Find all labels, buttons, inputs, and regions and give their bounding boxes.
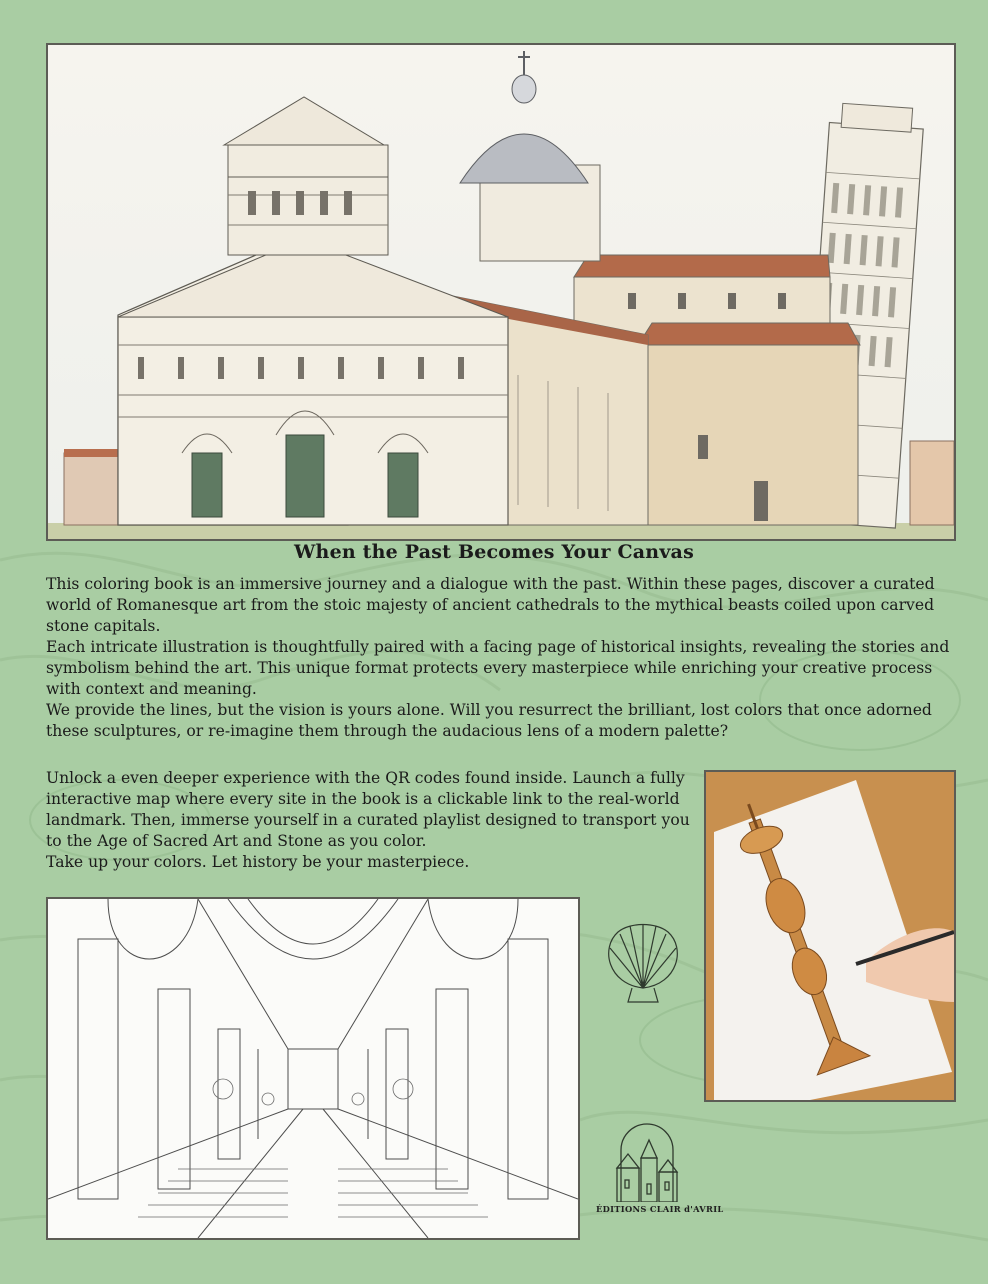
intro-text	[46, 574, 958, 742]
closing-paragraph: Take up your colors. Let history be your masterpiece.	[46, 853, 470, 871]
drawing-hand-photo	[704, 770, 956, 1102]
qr-text	[46, 768, 702, 873]
publisher-name: ÉDITIONS CLAIR d'AVRIL	[596, 1204, 724, 1214]
qr-paragraph: Unlock a even deeper experience with the QR codes found inside. Launch a fully interactive map where every site in the book is a clickable link to the real-world landmark. Then, immerse yourself in a curated playlist designed to transport you to the Age of Sacred Art and Stone as you color.	[46, 769, 690, 850]
hero-cathedral-illustration	[46, 43, 956, 541]
publisher-logo	[596, 1110, 724, 1214]
scallop-shell-icon	[598, 918, 688, 1006]
intro-paragraph-2: Each intricate illustration is thoughtfully paired with a facing page of historical insights, revealing the stories and symbolism behind the art. This unique format protects every masterpiece while enriching your creative process with context and meaning.	[46, 638, 950, 698]
intro-paragraph-1: This coloring book is an immersive journey and a dialogue with the past. Within these pages, discover a curated world of Romanesque art from the stoic majesty of ancient cathedrals to the mythical beasts coiled upon carved stone capitals.	[46, 575, 935, 635]
intro-paragraph-3: We provide the lines, but the vision is yours alone. Will you resurrect the brilliant, lost colors that once adorned these sculptures, or re-imagine them through the audacious lens of a modern palette?	[46, 701, 932, 740]
publisher-logo-icon	[607, 1110, 687, 1202]
page-title: When the Past Becomes Your Canvas	[294, 541, 694, 563]
nave-line-drawing	[46, 897, 580, 1240]
